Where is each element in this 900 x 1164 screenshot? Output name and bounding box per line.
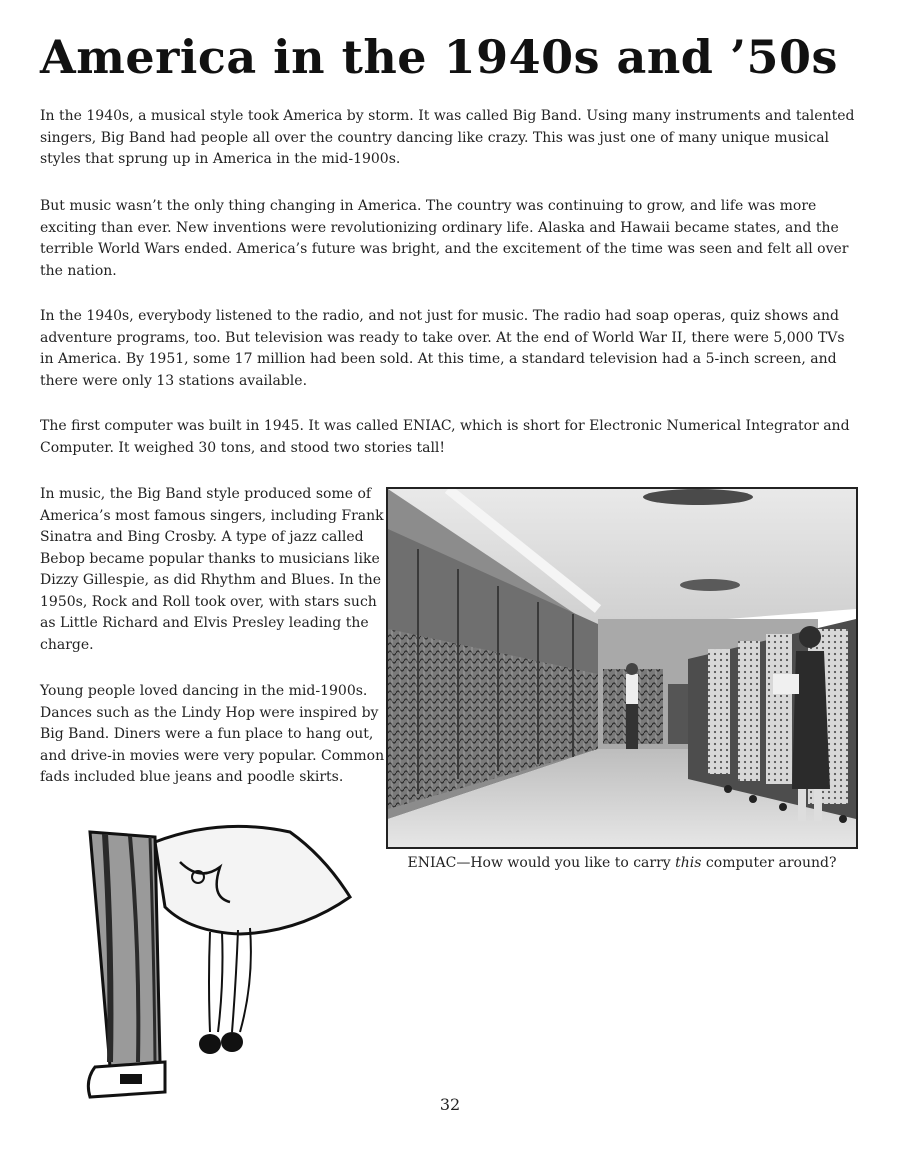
photo-caption: ENIAC—How would you like to carry this computer around? bbox=[407, 855, 837, 871]
paragraph-eniac: The first computer was built in 1945. It was called ENIAC, which is short for Electronic Numerical Integrator and Computer. It weighed 30 tons, and stood two stories tall! bbox=[40, 418, 850, 456]
page-number: 32 bbox=[439, 1095, 461, 1114]
eniac-photo bbox=[386, 487, 858, 849]
page-title: America in the 1940s and ’50s bbox=[40, 30, 838, 84]
eniac-illustration bbox=[388, 489, 856, 847]
paragraph-radio-television: In the 1940s, everybody listened to the radio, and not just for music. The radio had soap operas, quiz shows and adventure programs, too. But television was ready to take over. At the end of World War II, there were 5,000 TVs in America. By 1951, some 17 million had been sold. At this time, a standard television had a 5-inch screen, and there were only 13 stations available. bbox=[40, 308, 845, 389]
paragraph-big-band: In the 1940s, a musical style took America by storm. It was called Big Band. Using many instruments and talented singers, Big Band had people all over the country dancing like crazy. This was just one of many unique musical styles that sprung up in America in the mid-1900s. bbox=[40, 108, 855, 167]
poodle-skirt-dancers bbox=[60, 822, 360, 1112]
dancers-illustration bbox=[60, 822, 360, 1112]
paragraph-changing-america: But music wasn’t the only thing changing in America. The country was continuing to grow, and life was more exciting than ever. New inventions were revolutionizing ordinary life. Alaska and Hawaii became states, and the terrible World Wars ended. America’s future was bright, and the excitement of the time was seen and felt all over the nation. bbox=[40, 198, 849, 279]
paragraph-music-styles: In music, the Big Band style produced some of America’s most famous singers, including Frank Sinatra and Bing Crosby. A type of jazz called Bebop became popular thanks to musicians like Dizzy Gillespie, as did Rhythm and Blues. In the 1950s, Rock and Roll took over, with stars such as Little Richard and Elvis Presley leading the charge. bbox=[40, 486, 384, 653]
paragraph-dancing-fads: Young people loved dancing in the mid-1900s. Dances such as the Lindy Hop were inspired by Big Band. Diners were a fun place to hang out, and drive-in movies were very popular. Common fads included blue jeans and poodle skirts. bbox=[40, 683, 385, 785]
